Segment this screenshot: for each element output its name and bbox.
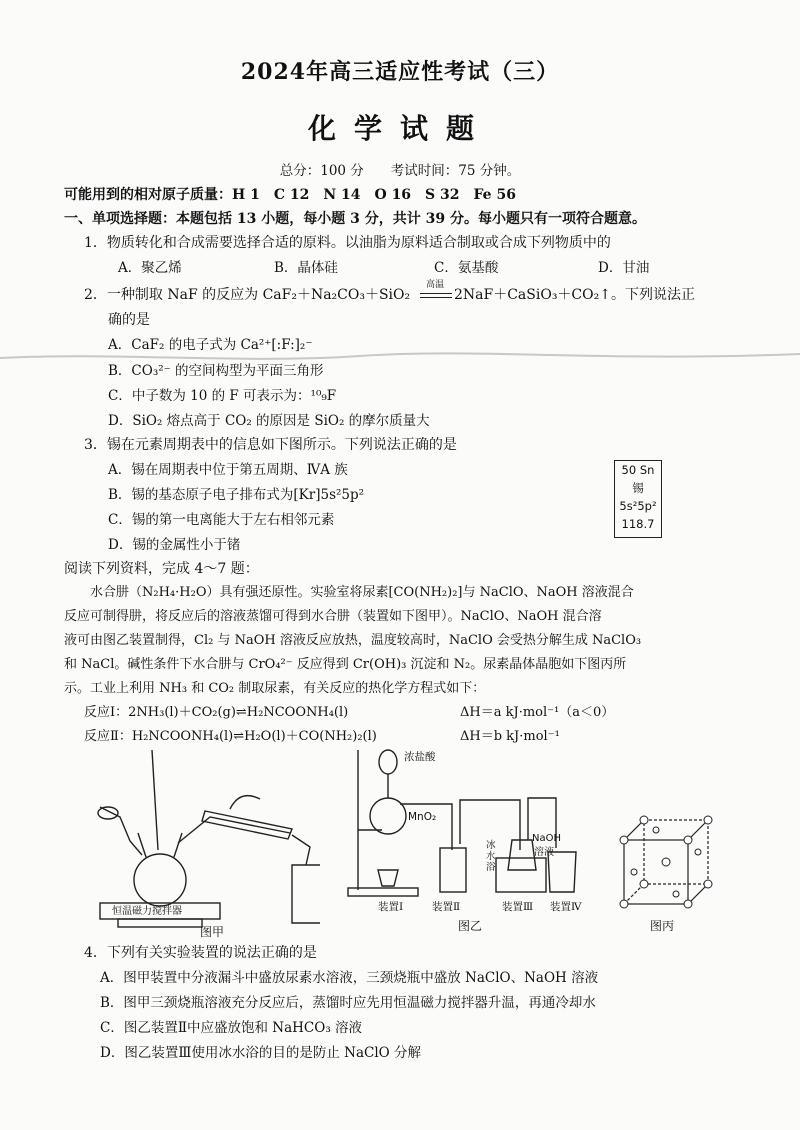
q2-option-d: D．SiO₂ 熔点高于 CO₂ 的原因是 SiO₂ 的摩尔质量大: [108, 413, 430, 429]
q2-option-b: B．CO₃²⁻ 的空间构型为平面三角形: [108, 363, 324, 379]
q4-option-c: C．图乙装置Ⅱ中应盛放饱和 NaHCO₃ 溶液: [100, 1020, 363, 1036]
section-heading: 一、单项选择题：本题包括 13 小题，每小题 3 分，共计 39 分。每小题只有一项符合题意。: [64, 211, 646, 227]
reaction-1-enthalpy: ΔH＝a kJ·mol⁻¹（a＜0）: [460, 705, 615, 720]
q4-option-b: B．图甲三颈烧瓶溶液充分反应后，蒸馏时应先用恒温磁力搅拌器升温，再通冷却水: [100, 995, 596, 1011]
reading-line-3: 液可由图乙装置制得，Cl₂ 与 NaOH 溶液反应放热，温度较高时，NaClO 会受热分解生成 NaClO₃: [64, 633, 642, 648]
subject-title: 化学试题: [307, 112, 492, 145]
q1-option-c: C．氨基酸: [434, 260, 499, 276]
q3-option-a: A．锡在周期表中位于第五周期、ⅣA 族: [108, 462, 348, 478]
device-4-label: 装置Ⅳ: [550, 901, 582, 913]
equals-line: [420, 297, 452, 298]
tin-atomic-number: 50 Sn: [621, 463, 655, 477]
q1-option-d: D．甘油: [598, 260, 650, 276]
device-3-label: 装置Ⅲ: [502, 901, 534, 913]
reaction-2-enthalpy: ΔH＝b kJ·mol⁻¹: [460, 729, 560, 744]
reading-line-5: 示。工业上利用 NH₃ 和 CO₂ 制取尿素，有关反应的热化学方程式如下：: [64, 681, 486, 696]
reading-line-2: 反应可制得肼，将反应后的溶液蒸馏可得到水合肼（装置如下图甲）。NaClO、NaOH 混合溶: [64, 609, 602, 624]
q4-option-d: D．图乙装置Ⅲ使用冰水浴的目的是防止 NaClO 分解: [100, 1045, 422, 1061]
q2-option-a: A．CaF₂ 的电子式为 Ca²⁺[:F:]₂⁻: [108, 337, 313, 353]
ice-bath-label: 冰水浴: [486, 840, 496, 873]
tin-name: 锡: [632, 481, 644, 495]
figure-jia-apparatus: [60, 745, 320, 935]
tin-element-card: [614, 460, 662, 538]
acid-label: 浓盐酸: [404, 751, 436, 763]
reading-line-1: 水合肼（N₂H₄·H₂O）具有强还原性。实验室将尿素[CO(NH₂)₂]与 NaClO、NaOH 溶液混合: [64, 585, 634, 600]
q2-stem-line2: 确的是: [108, 312, 150, 328]
figure-bing-unit-cell: [604, 800, 724, 920]
stirrer-label: 恒温磁力搅拌器: [112, 906, 182, 917]
q4-option-a: A．图甲装置中分液漏斗中盛放尿素水溶液，三颈烧瓶中盛放 NaClO、NaOH 溶液: [100, 970, 599, 986]
naoh-solution-label: 溶液: [534, 847, 554, 858]
exam-title: 2024年高三适应性考试（三）: [240, 59, 560, 85]
q2-condition: 高温: [426, 280, 445, 290]
reaction-1: 反应Ⅰ：2NH₃(l)＋CO₂(g)⇌H₂NCOONH₄(l): [84, 705, 349, 720]
q1-option-b: B．晶体硅: [274, 260, 338, 276]
q1-stem: 1．物质转化和合成需要选择合适的原料。以油脂为原料适合制取或合成下列物质中的: [84, 235, 611, 251]
q3-stem: 3．锡在元素周期表中的信息如下图所示。下列说法正确的是: [84, 437, 457, 453]
q4-stem: 4．下列有关实验装置的说法正确的是: [84, 945, 317, 961]
q3-option-b: B．锡的基态原子电子排布式为[Kr]5s²5p²: [108, 487, 365, 503]
device-2-label: 装置Ⅱ: [432, 901, 461, 913]
mno2-label: MnO₂: [408, 811, 437, 823]
exam-meta: 总分：100 分 考试时间：75 分钟。: [279, 163, 521, 179]
reading-intro: 阅读下列资料，完成 4～7 题：: [64, 561, 259, 577]
figure-yi-apparatus: [330, 740, 590, 910]
q1-option-a: A．聚乙烯: [118, 260, 182, 276]
reading-line-4: 和 NaCl。碱性条件下水合肼与 CrO₄²⁻ 反应得到 Cr(OH)₃ 沉淀和 N₂。尿素晶体晶胞如下图丙所: [64, 657, 627, 672]
naoh-label: NaOH: [532, 833, 561, 844]
equals-line: [420, 293, 452, 294]
tin-mass: 118.7: [621, 517, 655, 531]
q2-stem: 2．一种制取 NaF 的反应为 CaF₂＋Na₂CO₃＋SiO₂: [84, 287, 411, 303]
device-1-label: 装置Ⅰ: [378, 901, 404, 913]
q3-option-c: C．锡的第一电离能大于左右相邻元素: [108, 512, 335, 528]
figure-jia-label: 图甲: [200, 925, 225, 939]
tin-config: 5s²5p²: [619, 499, 657, 513]
atomic-masses: 可能用到的相对原子质量：H 1 C 12 N 14 O 16 S 32 Fe 56: [64, 187, 516, 203]
figure-bing-label: 图丙: [650, 919, 675, 933]
reaction-2: 反应Ⅱ：H₂NCOONH₄(l)⇌H₂O(l)＋CO(NH₂)₂(l): [84, 729, 377, 744]
q3-option-d: D．锡的金属性小于锗: [108, 537, 241, 553]
q2-option-c: C．中子数为 10 的 F 可表示为：¹⁰₉F: [108, 388, 337, 404]
q2-stem-rest: 2NaF＋CaSiO₃＋CO₂↑。下列说法正: [454, 287, 695, 303]
figure-yi-label: 图乙: [458, 919, 483, 933]
